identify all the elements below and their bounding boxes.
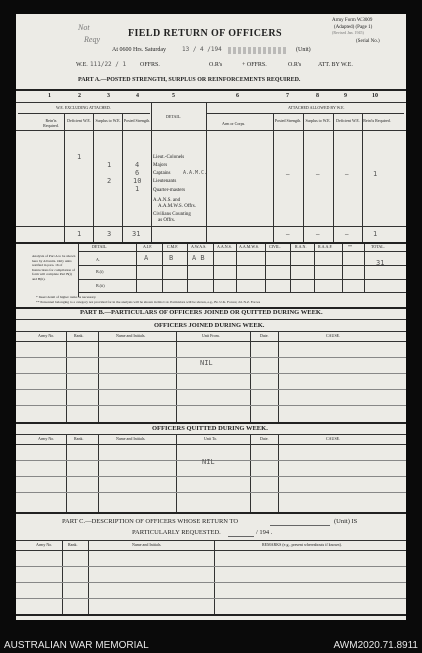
analysis-header-aans: A.A.N.S. xyxy=(217,244,232,249)
joined-col-separator xyxy=(278,331,279,422)
header-detail: DETAIL. xyxy=(166,114,182,119)
joined-header-rank: Rank. xyxy=(74,333,84,338)
header-deficient-left: Deficient W.E. xyxy=(67,118,91,123)
form-sheet xyxy=(16,14,406,620)
surplus-value: 1 xyxy=(107,161,112,169)
footer-accession-number: AWM2020.71.8911 xyxy=(333,640,418,651)
joined-col-separator xyxy=(250,331,251,422)
analysis-header-aamws: A.A.M.W.S. xyxy=(239,244,259,249)
col-separator xyxy=(151,102,152,243)
header-surplus-right: Surplus to W.E. xyxy=(305,118,331,123)
col-number-rule xyxy=(16,102,406,103)
rank-label: Lieutenants xyxy=(153,179,177,184)
part-b-bottom-rule xyxy=(16,512,406,514)
analysis-header-other: ** xyxy=(348,244,352,249)
joined-col-separator xyxy=(66,331,67,422)
dash-deficient-right: – xyxy=(345,170,349,178)
analysis-row-rule xyxy=(78,265,406,266)
rank-label: Civilians Counting xyxy=(153,212,191,217)
part-c-col-separator xyxy=(62,540,63,614)
col-number-2: 2 xyxy=(78,93,81,99)
col-separator xyxy=(362,113,363,243)
joined-col-separator xyxy=(98,331,99,422)
analysis-value: B xyxy=(169,254,174,262)
part-c-header-top-rule xyxy=(16,540,406,541)
rank-label: as Offrs. xyxy=(158,218,176,223)
posted-value: 1 xyxy=(135,185,140,193)
officers-quitted-title: OFFICERS QUITTED DURING WEEK. xyxy=(152,425,268,432)
quitted-col-separator xyxy=(278,434,279,512)
posted-value: 6 xyxy=(135,169,140,177)
total-posted: 31 xyxy=(132,230,141,238)
att-by-we-label: ATT. BY W.E. xyxy=(318,62,353,68)
part-c-header-name: Name and Initials. xyxy=(132,542,162,547)
joined-header-rule xyxy=(16,341,406,342)
we-value: 111/22 / 1 xyxy=(90,61,127,68)
joined-row-rule xyxy=(16,357,406,358)
col-number-8: 8 xyxy=(316,93,319,99)
part-c-date-blank xyxy=(228,536,254,537)
analysis-header-aif: A.I.F. xyxy=(143,244,153,249)
analysis-row-label: B.(ii) xyxy=(96,283,105,288)
quitted-col-separator xyxy=(250,434,251,512)
dash-posted-right: – xyxy=(286,170,290,178)
rank-label: A.A.N.S. and xyxy=(153,198,181,203)
ors-label-2: O.R's xyxy=(288,62,302,68)
joined-header-cause: CAUSE. xyxy=(326,333,341,338)
analysis-header-rule xyxy=(78,251,406,252)
part-c-date: / 194 . xyxy=(256,529,273,536)
joined-header-name: Name and Initials. xyxy=(116,333,146,338)
header-posted-strength-left: Posted Strength. xyxy=(123,118,151,123)
quitted-header-unit-to: Unit To. xyxy=(204,436,218,441)
part-c-row-rule xyxy=(16,598,406,599)
posted-value: 4 xyxy=(135,161,140,169)
analysis-note: Analysis of Part A to be shown here by All units. Only units notified in para. 16 of Instructions for compilation of form will complete Part B(i) and B(ii). xyxy=(32,254,76,281)
part-c-col-separator xyxy=(88,540,89,614)
col-number-9: 9 xyxy=(344,93,347,99)
rank-label: Quarter-masters xyxy=(153,188,186,193)
analysis-col-separator xyxy=(236,244,237,292)
we-label: W.E. xyxy=(76,62,88,68)
handwritten-note-2: Reqy xyxy=(84,35,100,44)
quitted-header-cause: CAUSE. xyxy=(326,436,341,441)
analysis-col-separator xyxy=(187,244,188,292)
total-dash: – xyxy=(345,230,349,238)
analysis-row-label: A. xyxy=(96,257,100,262)
analysis-value: A B xyxy=(192,254,205,262)
offrs-label-2: + OFFRS. xyxy=(242,62,267,68)
part-b-title-rule xyxy=(16,319,406,320)
header-deficient-right: Deficient W.E. xyxy=(336,118,360,123)
captains-corps-note: A.A.M.C. xyxy=(183,170,208,176)
col-number-6: 6 xyxy=(236,93,239,99)
joined-header-unit-from: Unit From. xyxy=(202,333,220,338)
analysis-header-detail: DETAIL. xyxy=(92,244,108,249)
group-rule-right xyxy=(206,113,404,114)
col-number-7: 7 xyxy=(286,93,289,99)
part-a-top-rule xyxy=(16,89,406,91)
analysis-col-separator xyxy=(364,244,365,292)
header-surplus-left: Surplus to W.E. xyxy=(95,118,121,123)
footnote-higher-ranks: * Insert detail of higher ranks as necessary. xyxy=(36,295,97,299)
attached-allowed-header: ATTACHED ALLOWED BY W.E. xyxy=(288,105,345,110)
joined-row-rule xyxy=(16,389,406,390)
joined-header-army-no: Army No. xyxy=(38,333,55,338)
quitted-row-rule xyxy=(16,476,406,477)
col-number-1: 1 xyxy=(48,93,51,99)
total-dash: – xyxy=(286,230,290,238)
part-c-title: PART C.—DESCRIPTION OF OFFICERS WHOSE RETURN TO xyxy=(62,518,239,525)
col-separator xyxy=(303,113,304,243)
total-surplus: 3 xyxy=(107,230,112,238)
part-b-title: PART B.—PARTICULARS OF OFFICERS JOINED OR QUITTED DURING WEEK. xyxy=(80,309,323,316)
col-separator xyxy=(93,113,94,243)
quitted-row-rule xyxy=(16,492,406,493)
quitted-header-rank: Rank. xyxy=(74,436,84,441)
joined-row-rule xyxy=(16,405,406,406)
part-c-header-rank: Rank. xyxy=(68,542,78,547)
at-time-label: At 0600 Hrs. Saturday xyxy=(112,47,166,53)
header-bottom-rule xyxy=(16,130,406,131)
footnote-other-categories: ** Personnel belonging to a category not provided for in the analysis will be shown in this Col. Particulars will be shown, e.g., Br. U.K. Forces; 2d. N.Z. Forces xyxy=(36,300,261,304)
form-revision: (Revised Jan. 1945) xyxy=(332,30,364,35)
part-c-subtitle: PARTICULARLY REQUESTED. xyxy=(132,529,221,536)
rank-label: Captains xyxy=(153,171,171,176)
footer-credit: AUSTRALIAN WAR MEMORIAL xyxy=(4,640,149,651)
dash-surplus-right: – xyxy=(316,170,320,178)
offrs-label: OFFRS. xyxy=(140,62,160,68)
quitted-header-army-no: Army No. xyxy=(38,436,55,441)
quitted-col-separator xyxy=(66,434,67,512)
col-separator xyxy=(64,113,65,243)
rank-label: Majors xyxy=(153,163,168,168)
part-c-unit-label: (Unit) IS xyxy=(334,518,358,525)
deficient-value: 1 xyxy=(77,153,82,161)
col-number-5: 5 xyxy=(172,93,175,99)
handwritten-note: Not xyxy=(78,23,90,32)
analysis-col-separator xyxy=(342,244,343,292)
joined-col-separator xyxy=(176,331,177,422)
part-c-header-army-no: Army No. xyxy=(36,542,53,547)
joined-bottom-rule xyxy=(16,422,406,424)
quitted-header-name: Name and Initials. xyxy=(116,436,146,441)
we-excluding-attached-header: W.E. EXCLUDING ATTACHED. xyxy=(56,105,111,110)
officers-joined-title: OFFICERS JOINED DURING WEEK. xyxy=(154,322,265,329)
form-number: Army Form W.3009 xyxy=(332,18,373,23)
rank-label: A.A.M.W.S. Offrs. xyxy=(158,204,196,209)
analysis-header-awas: A.W.A.S. xyxy=(191,244,207,249)
form-number-page: (Adapted) (Page 1) xyxy=(334,25,373,30)
part-c-row-rule xyxy=(16,566,406,567)
at-date-value: 13 / 4 /194 xyxy=(182,46,222,53)
col-separator xyxy=(273,113,274,243)
joined-header-date: Date. xyxy=(260,333,269,338)
total-deficient: 1 xyxy=(77,230,82,238)
analysis-col-separator xyxy=(162,244,163,292)
analysis-col-separator xyxy=(265,244,266,292)
serial-number-label: (Serial No.) xyxy=(356,39,380,44)
part-c-header-rule xyxy=(16,550,406,551)
part-c-col-separator xyxy=(214,540,215,614)
quitted-col-separator xyxy=(98,434,99,512)
part-c-bottom-rule xyxy=(16,614,406,616)
posted-value: 10 xyxy=(133,177,142,185)
quitted-title-rule xyxy=(16,434,406,435)
analysis-col-separator xyxy=(290,244,291,292)
rank-label: Lieut.-Colonels xyxy=(153,155,185,160)
quitted-col-separator xyxy=(176,434,177,512)
header-posted-strength-right: Posted Strength. xyxy=(274,118,302,123)
reints-required-right-value: 1 xyxy=(373,170,378,178)
col-separator xyxy=(333,113,334,243)
analysis-col-separator xyxy=(314,244,315,292)
unit-name-typed xyxy=(228,47,288,54)
part-c-unit-blank xyxy=(270,525,330,526)
analysis-row-rule xyxy=(78,292,406,293)
analysis-header-cmf: C.M.F. xyxy=(167,244,179,249)
total-dash: – xyxy=(316,230,320,238)
col-number-3: 3 xyxy=(107,93,110,99)
analysis-row-rule xyxy=(78,279,406,280)
col-number-4: 4 xyxy=(136,93,139,99)
unit-label: (Unit) xyxy=(296,47,311,53)
group-rule-left xyxy=(18,113,150,114)
joined-row-rule xyxy=(16,373,406,374)
analysis-header-civil: CIVIL. xyxy=(269,244,281,249)
analysis-col-separator xyxy=(213,244,214,292)
analysis-col-separator xyxy=(136,244,137,292)
form-title: FIELD RETURN OF OFFICERS xyxy=(128,28,282,39)
quitted-nil-value: NIL xyxy=(202,458,215,466)
totals-top-rule xyxy=(16,226,406,227)
analysis-row-label: B.(i) xyxy=(96,269,104,274)
header-arm-or-corps: Arm or Corps. xyxy=(222,121,246,126)
analysis-header-ran: R.A.N. xyxy=(295,244,307,249)
ors-label: O.R's xyxy=(209,62,223,68)
analysis-header-total: TOTAL. xyxy=(371,244,385,249)
joined-title-rule xyxy=(16,331,406,332)
total-reints-right: 1 xyxy=(373,230,378,238)
part-c-row-rule xyxy=(16,582,406,583)
header-reints-required-right: Rein'ts Required. xyxy=(363,118,391,123)
header-reints-required-left: Rein'ts Required. xyxy=(43,118,59,128)
surplus-value: 2 xyxy=(107,177,112,185)
part-a-title: PART A.—POSTED STRENGTH, SURPLUS OR REINFORCEMENTS REQUIRED. xyxy=(78,77,301,83)
quitted-header-rule xyxy=(16,444,406,445)
col-number-10: 10 xyxy=(372,93,378,99)
col-separator xyxy=(122,113,123,243)
joined-nil-value: NIL xyxy=(200,359,213,367)
part-c-header-remarks: REMARKS (e.g., present whereabouts if known). xyxy=(262,542,342,547)
analysis-total-value: 31 xyxy=(376,259,385,267)
quitted-header-date: Date. xyxy=(260,436,269,441)
analysis-header-raaf: R.A.A.F. xyxy=(318,244,333,249)
analysis-value: A xyxy=(144,254,149,262)
